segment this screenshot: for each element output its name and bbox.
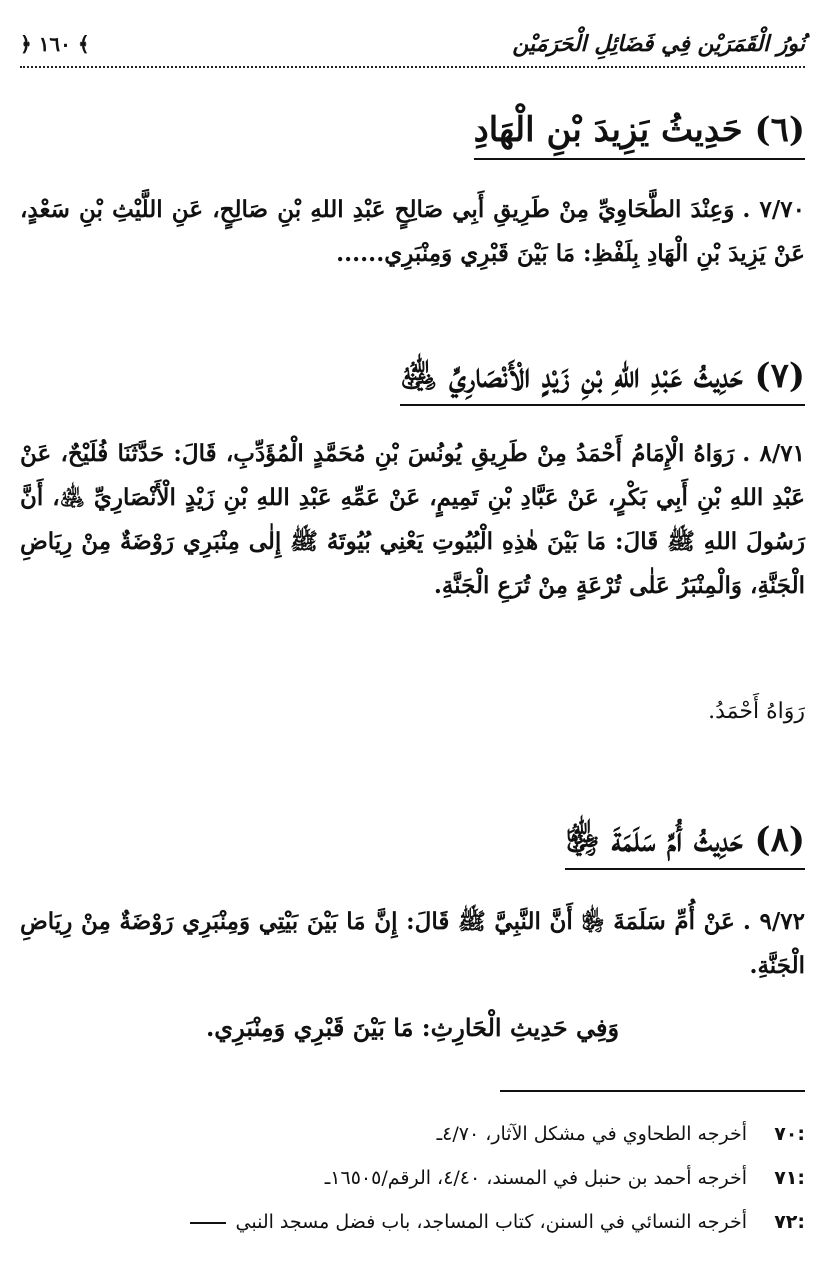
footnote-number: :٧٢ [774, 1211, 805, 1233]
hadith-text: وَعِنْدَ الطَّحَاوِيِّ مِنْ طَرِيقِ أَبِي صَالِحٍ عَبْدِ اللهِ بْنِ صَالِحٍ، عَنِ اللَّيْثِ بْنِ سَعْدٍ، عَنْ يَزِيدَ بْنِ الْهَادِ بِلَفْظِ: مَا بَيْنَ قَبْرِي وَمِنْبَرِي...... [20, 196, 805, 267]
footnote-item [20, 1156, 805, 1200]
hadith-text: رَوَاهُ الْإِمَامُ أَحْمَدُ مِنْ طَرِيقِ يُونُسَ بْنِ مُحَمَّدٍ الْمُؤَدِّبِ، قَالَ: حَدَّثَنَا فُلَيْحٌ، عَنْ عَبْدِ اللهِ بْنِ أَبِي بَكْرٍ، عَنْ عَبَّادِ بْنِ تَمِيمٍ، عَنْ عَمِّهِ عَبْدِ اللهِ بْنِ زَيْدٍ الْأَنْصَارِيِّ ﵁، أَنَّ رَسُولَ اللهِ ﷺ قَالَ: مَا بَيْنَ هٰذِهِ الْبُيُوتِ يَعْنِي بُيُوتَهُ ﷺ إِلٰى مِنْبَرِي رَوْضَةٌ مِنْ رِيَاضِ الْجَنَّةِ، وَالْمِنْبَرُ عَلٰى تُرْعَةٍ مِنْ تُرَعِ الْجَنَّةِ. [20, 440, 805, 599]
footnote-number: :٧٠ [774, 1123, 805, 1145]
hadith-number: ٩/٧٢ . [742, 908, 806, 935]
hadith-closing: رَوَاهُ أَحْمَدُ. [708, 699, 805, 724]
hadith-number: ٨/٧١ . [742, 440, 806, 467]
continuation-mark [190, 1222, 226, 1224]
hadith-paragraph [20, 432, 805, 608]
hadith-text: عَنْ أُمِّ سَلَمَةَ ﵂ أَنَّ النَّبِيَّ ﷺ قَالَ: إِنَّ مَا بَيْنَ بَيْتِي وَمِنْبَرِي رَوْضَةٌ مِنْ رِيَاضِ الْجَنَّةِ. [20, 908, 805, 979]
footnote-divider [500, 1090, 805, 1092]
footnote-text: أخرجه الطحاوي في مشكل الآثار، ٤/٧٠ـ [436, 1123, 747, 1145]
footnote-text: أخرجه أحمد بن حنبل في المسند، ٤/٤٠، الرقم/١٦٥٠٥ـ [324, 1167, 747, 1189]
page-number: ﴿ ١٦٠ ﴾ [20, 32, 90, 56]
footnote-text: أخرجه النسائي في السنن، كتاب المساجد، باب فضل مسجد النبي [235, 1211, 747, 1233]
page-header [20, 22, 805, 68]
hadith-paragraph [20, 900, 805, 988]
footnote-item [20, 1200, 805, 1244]
hadith-closing: وَفِي حَدِيثِ الْحَارِثِ: مَا بَيْنَ قَبْرِي وَمِنْبَرِي. [205, 1013, 620, 1042]
hadith-paragraph [20, 188, 805, 276]
book-page [20, 0, 805, 1273]
section-heading-7: (٧) حَدِيثُ عَبْدِ اللهِ بْنِ زَيْدٍ الْأَنْصَارِيِّ ﵁ [400, 354, 805, 406]
section-heading-6: (٦) حَدِيثُ يَزِيدَ بْنِ الْهَادِ [474, 108, 805, 160]
footnote-item [20, 1112, 805, 1156]
book-title: نُورُ الْقَمَرَيْن فِي فَضَائِلِ الْحَرَمَيْن [512, 31, 805, 57]
section-heading-8: (٨) حَدِيثُ أُمِّ سَلَمَةَ ﵂ [565, 818, 805, 870]
footnote-number: :٧١ [774, 1167, 805, 1189]
footnotes [20, 1112, 805, 1244]
hadith-number: ٧/٧٠ . [742, 196, 806, 223]
